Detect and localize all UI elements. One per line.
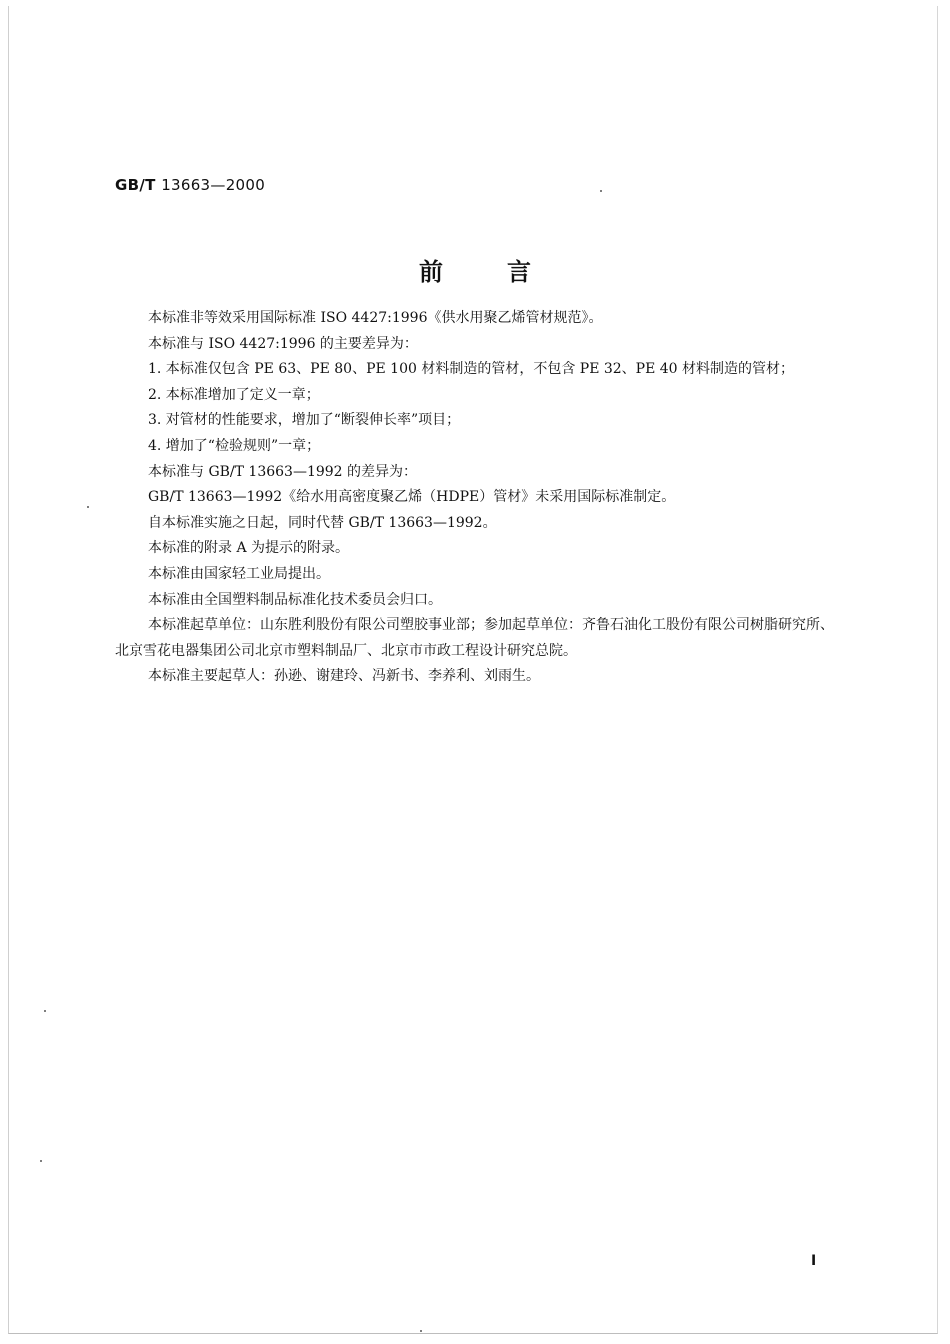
standard-code (115, 176, 265, 194)
scan-speck (600, 190, 602, 192)
paragraph-difference-3: 3. 对管材的性能要求，增加了“断裂伸长率”项目； (148, 412, 461, 429)
paragraph-appendix: 本标准的附录 A 为提示的附录。 (148, 540, 350, 557)
paragraph-1992-differences: 本标准与 GB/T 13663—1992 的差异为： (148, 463, 418, 480)
paragraph-drafters: 本标准主要起草人：孙逊、谢建玲、冯新书、李养利、刘雨生。 (148, 668, 540, 685)
paragraph-adoption: 本标准非等效采用国际标准 ISO 4427:1996《供水用聚乙烯管材规范》。 (148, 310, 603, 326)
paragraph-replacement: 自本标准实施之日起，同时代替 GB/T 13663—1992。 (148, 514, 497, 531)
paragraph-difference-1: 1. 本标准仅包含 PE 63、PE 80、PE 100 材料制造的管材，不包含 PE 32、PE 40 材料制造的管材； (148, 361, 795, 378)
standard-prefix: GB/T (115, 176, 156, 194)
paragraph-difference-4: 4. 增加了“检验规则”一章； (148, 437, 321, 454)
standard-number: 13663—2000 (161, 176, 266, 194)
paragraph-1992-note: GB/T 13663—1992《给水用高密度聚乙烯（HDPE）管材》未采用国际标准制定。 (148, 489, 676, 506)
paragraph-iso-differences: 本标准与 ISO 4427:1996 的主要差异为： (148, 335, 418, 352)
page-number: Ⅰ (811, 1253, 817, 1269)
scan-speck (44, 1010, 46, 1012)
paragraph-difference-2: 2. 本标准增加了定义一章； (148, 386, 320, 403)
foreword-body (115, 306, 845, 690)
scan-speck (420, 1330, 422, 1332)
paragraph-proposed-by: 本标准由国家轻工业局提出。 (148, 565, 330, 582)
paragraph-drafting-units: 本标准起草单位：山东胜利股份有限公司塑胶事业部；参加起草单位：齐鲁石油化工股份有限公司树脂研究所、北京雪花电器集团公司北京市塑料制品厂、北京市市政工程设计研究总院。 (115, 617, 834, 659)
page-title: 前言 (419, 258, 595, 286)
scan-speck (40, 1160, 42, 1162)
scan-speck (87, 506, 89, 508)
paragraph-centralized-by: 本标准由全国塑料制品标准化技术委员会归口。 (148, 591, 442, 608)
